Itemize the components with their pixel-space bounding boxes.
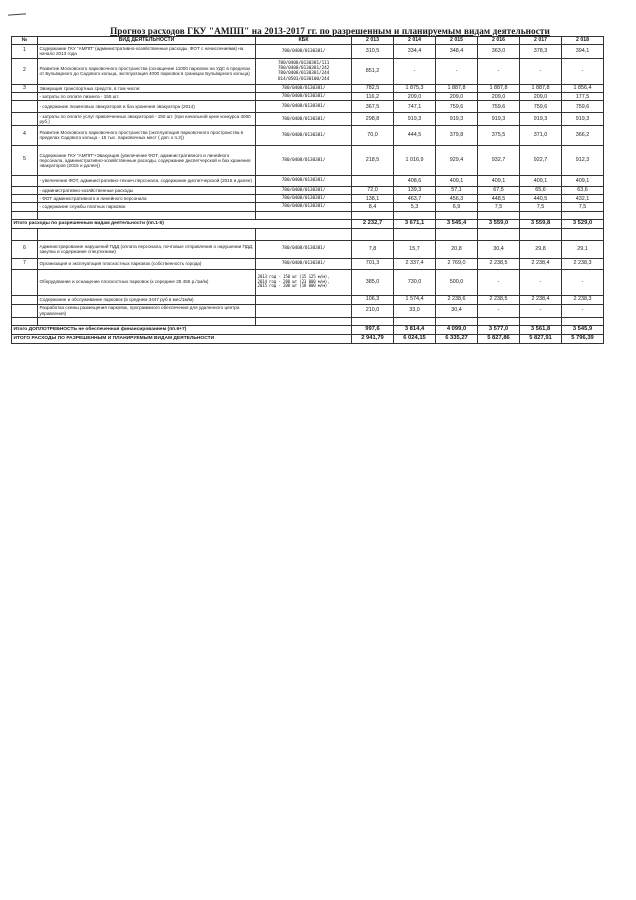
year-value: 385,0 (352, 269, 394, 295)
total-label: ИТОГО РАСХОДЫ ПО РАЗРЕШЕННЫМ И ПЛАНИРУЕМЫМ ВИДАМ ДЕЯТЕЛЬНОСТИ (12, 334, 352, 343)
total-value: 3 671,1 (394, 219, 436, 228)
year-value: 912,3 (562, 145, 604, 175)
row-kbk (256, 304, 352, 317)
year-value: 2 238,5 (478, 295, 520, 304)
table-row (12, 269, 604, 295)
empty-cell (520, 228, 562, 240)
year-value: 2 238,4 (520, 295, 562, 304)
year-value: 70,0 (352, 125, 394, 145)
empty-cell (12, 211, 38, 219)
empty-cell (352, 317, 394, 325)
year-value: - (562, 269, 604, 295)
row-description: - затраты по оплате услуг привлеченных эвакуаторов - 150 шт. (при начальной цене конкурса 4000 руб.) (38, 113, 256, 126)
kbk-code: 780/0408/0130381/ (281, 187, 326, 193)
year-value: 701,3 (352, 258, 394, 269)
year-value: - (520, 304, 562, 317)
total-value: 6 335,27 (436, 334, 478, 343)
header-row (12, 37, 604, 45)
row-description: - увеличение ФОТ, административно-технич.персонала, содержание диспетчерской (2015 и далее) (38, 175, 256, 186)
kbk-code: 780/0408/0130381/ (281, 196, 326, 202)
kbk-code: 814/0503/0130100/244 (277, 76, 330, 82)
year-value: 29,1 (562, 240, 604, 258)
year-value: 409,1 (562, 175, 604, 186)
kbk-code: 780/0408/0130381/ (281, 157, 326, 163)
row-number (12, 93, 38, 101)
row-number (12, 101, 38, 113)
empty-cell (562, 228, 604, 240)
budget-table (11, 36, 604, 344)
year-value: 7,5 (562, 203, 604, 211)
year-value: 63,6 (562, 186, 604, 194)
row-kbk (256, 186, 352, 194)
row-description: Эвакуация транспортных средств, в том числе: (38, 84, 256, 92)
year-value: 30,4 (436, 304, 478, 317)
empty-cell (394, 228, 436, 240)
row-description: Содержание и обслуживание парковок (в среднем 3447 руб в мес/1м/м) (38, 295, 256, 304)
year-value: - (562, 58, 604, 84)
row-description: Содержание ГКУ "АМПП"+Эвакуация (увеличение ФОТ, административного и линейного персонала, административно-хозяйственные расходы, содержание диспетчерской и баз хранения эвакуаторов (2015 и далее)) (38, 145, 256, 175)
year-value: 138,1 (352, 195, 394, 203)
row-kbk (256, 175, 352, 186)
total-value: 5 827,91 (520, 334, 562, 343)
empty-cell (352, 211, 394, 219)
year-value: 409,1 (478, 175, 520, 186)
table-row (12, 44, 604, 58)
year-value: 2 238,6 (436, 295, 478, 304)
table-row (12, 203, 604, 211)
year-value: 209,0 (394, 93, 436, 101)
kbk-note: 2014 год - 280 шт (23 000 м/м), (257, 278, 330, 284)
year-value: 759,6 (520, 101, 562, 113)
total-all-row (12, 334, 604, 343)
year-value: 375,5 (478, 125, 520, 145)
header-year: 2 014 (394, 37, 436, 45)
header-activity: ВИД ДЕЯТЕЛЬНОСТИ (38, 37, 256, 45)
empty-cell (256, 211, 352, 219)
year-value: 1 574,4 (394, 295, 436, 304)
year-value: 367,5 (352, 101, 394, 113)
row-number: 2 (12, 58, 38, 84)
year-value: 919,3 (520, 113, 562, 126)
table-row (12, 101, 604, 113)
row-description: Развитие Московского парковочного пространства (эксплуатация парковочного пространства в пределах Садового кольца - 15 тыс. парковочных мест ( доп. к п.2)) (38, 125, 256, 145)
year-value (352, 175, 394, 186)
year-value: 1 016,9 (394, 145, 436, 175)
table-row (12, 258, 604, 269)
corner-mark (8, 13, 26, 15)
year-value: 378,3 (520, 44, 562, 58)
total-value: 5 827,86 (478, 334, 520, 343)
empty-cell (256, 228, 352, 240)
year-value: 448,5 (478, 195, 520, 203)
row-number: 1 (12, 44, 38, 58)
year-value: 20,8 (436, 240, 478, 258)
total-label: Итого расходы по разрешенным видам деятельности (пп.1-5) (12, 219, 352, 228)
row-kbk (256, 240, 352, 258)
table-row (12, 295, 604, 304)
header-year: 2 015 (436, 37, 478, 45)
year-value: 851,2 (352, 58, 394, 84)
header-year: 2 017 (520, 37, 562, 45)
table-row (12, 186, 604, 194)
table-row (12, 304, 604, 317)
table-row (12, 145, 604, 175)
year-value: 759,6 (562, 101, 604, 113)
year-value: 1 887,8 (436, 84, 478, 92)
table-row (12, 125, 604, 145)
total-value: 997,6 (352, 325, 394, 334)
row-kbk (256, 113, 352, 126)
empty-cell (38, 317, 256, 325)
year-value: 371,0 (520, 125, 562, 145)
row-number: 3 (12, 84, 38, 92)
row-kbk (256, 203, 352, 211)
year-value: - (520, 269, 562, 295)
year-value: 116,2 (352, 93, 394, 101)
empty-cell (478, 228, 520, 240)
empty-cell (38, 211, 256, 219)
total-value: 3 529,0 (562, 219, 604, 228)
row-number: 7 (12, 258, 38, 269)
empty-cell (478, 317, 520, 325)
year-value: 456,3 (436, 195, 478, 203)
row-number: 4 (12, 125, 38, 145)
table-row (12, 240, 604, 258)
total-additional-row (12, 325, 604, 334)
row-description: Организация и эксплуатация плоскостных парковок (собственность города) (38, 258, 256, 269)
year-value: 747,1 (394, 101, 436, 113)
total-value: 3 561,8 (520, 325, 562, 334)
year-value: 379,8 (436, 125, 478, 145)
kbk-code: 780/0408/0130381/ (281, 94, 326, 100)
row-description: Оборудование и оснащение плоскостных парковок (к середине 25 455 р./1м/м) (38, 269, 256, 295)
empty-cell (12, 317, 38, 325)
row-description: - затраты по оплате лизинга - 155 шт. (38, 93, 256, 101)
row-number (12, 304, 38, 317)
year-value: 7,8 (352, 240, 394, 258)
empty-cell (520, 211, 562, 219)
year-value: 919,3 (562, 113, 604, 126)
kbk-code: 780/0408/0130381/ (281, 246, 326, 252)
empty-cell (520, 317, 562, 325)
row-description: - административно-хозяйственные расходы (38, 186, 256, 194)
header-year: 2 013 (352, 37, 394, 45)
year-value: - (478, 58, 520, 84)
kbk-code: 780/0408/0130381/ (281, 48, 326, 54)
spacer-row (12, 211, 604, 219)
year-value: 2 238,3 (562, 295, 604, 304)
year-value: 310,5 (352, 44, 394, 58)
row-description: - ФОТ административного и линейного персонала (38, 195, 256, 203)
table-row (12, 93, 604, 101)
year-value: 298,8 (352, 113, 394, 126)
row-description: - содержание лизинговых эвакуаторов и баз хранения эвакуатора (2014) (38, 101, 256, 113)
row-description: - содержание службы платных парковок (38, 203, 256, 211)
row-kbk (256, 44, 352, 58)
row-number (12, 186, 38, 194)
year-value: 8,4 (352, 203, 394, 211)
year-value: 209,0 (520, 93, 562, 101)
year-value: 366,2 (562, 125, 604, 145)
row-kbk (256, 101, 352, 113)
row-kbk (256, 125, 352, 145)
year-value: 919,3 (394, 113, 436, 126)
row-number (12, 113, 38, 126)
kbk-code: 780/0408/0130381/111 (277, 60, 330, 66)
year-value: 33,0 (394, 304, 436, 317)
year-value: 932,7 (478, 145, 520, 175)
kbk-note: 2015 год - 200 шт (18 000 м/м) (257, 283, 328, 289)
total-value: 4 099,0 (436, 325, 478, 334)
total-value: 3 559,8 (520, 219, 562, 228)
total-value: 2 232,7 (352, 219, 394, 228)
row-kbk (256, 295, 352, 304)
header-num: № (12, 37, 38, 45)
year-value: 409,1 (436, 175, 478, 186)
kbk-code: 780/0408/0130381/ (281, 260, 326, 266)
row-number (12, 295, 38, 304)
empty-cell (436, 317, 478, 325)
year-value: - (478, 269, 520, 295)
row-kbk (256, 84, 352, 92)
year-value: 919,3 (478, 113, 520, 126)
kbk-code: 780/0408/0130381/ (281, 178, 326, 184)
table-row (12, 175, 604, 186)
year-value: 6,9 (436, 203, 478, 211)
row-kbk (256, 258, 352, 269)
year-value: 29,8 (520, 240, 562, 258)
header-kbk: КБК (256, 37, 352, 45)
year-value: 2 238,4 (520, 258, 562, 269)
year-value: 730,0 (394, 269, 436, 295)
year-value: 1 875,3 (394, 84, 436, 92)
empty-cell (38, 228, 256, 240)
empty-cell (562, 317, 604, 325)
empty-cell (394, 317, 436, 325)
page-title: Прогноз расходов ГКУ "АМПП" на 2013-2017 гг. по разрешенным и планируемым видам деятельности (110, 26, 550, 36)
row-kbk (256, 145, 352, 175)
year-value: 57,1 (436, 186, 478, 194)
year-value: 209,0 (478, 93, 520, 101)
year-value: 463,7 (394, 195, 436, 203)
year-value: 1 887,8 (478, 84, 520, 92)
year-value: 500,0 (436, 269, 478, 295)
year-value: 919,3 (436, 113, 478, 126)
year-value: - (478, 304, 520, 317)
spacer-row (12, 228, 604, 240)
total-value: 3 559,0 (478, 219, 520, 228)
year-value: 30,4 (478, 240, 520, 258)
year-value: 2 238,5 (478, 258, 520, 269)
year-value: 432,1 (562, 195, 604, 203)
year-value: 334,4 (394, 44, 436, 58)
year-value: 363,0 (478, 44, 520, 58)
year-value: - (520, 58, 562, 84)
year-value: 7,5 (520, 203, 562, 211)
year-value: 177,5 (562, 93, 604, 101)
year-value: 2 769,0 (436, 258, 478, 269)
header-year: 2 018 (562, 37, 604, 45)
row-description: Развитие Московского парковочного пространства (оснащение 11000 парковок на УДС в пределах от Бульварного до Садового кольца, эксплуатация 4000 парковок в границах Бульварного кольца) (38, 58, 256, 84)
header-year: 2 016 (478, 37, 520, 45)
year-value: 1 887,8 (520, 84, 562, 92)
row-number (12, 203, 38, 211)
year-value: 444,5 (394, 125, 436, 145)
year-value: 929,4 (436, 145, 478, 175)
empty-cell (256, 317, 352, 325)
year-value: 759,6 (436, 101, 478, 113)
kbk-note: 2013 год - 150 шт (15 125 м/м), (257, 273, 330, 279)
empty-cell (436, 211, 478, 219)
row-kbk (256, 195, 352, 203)
row-description: Разработка схемы размещения парковок, программного обеспечения для удаленного центра управления) (38, 304, 256, 317)
table-row (12, 84, 604, 92)
kbk-code: 780/0408/0130381/ (281, 85, 326, 91)
year-value: 15,7 (394, 240, 436, 258)
year-value: 759,6 (478, 101, 520, 113)
total-value: 6 024,15 (394, 334, 436, 343)
total-value: 3 577,0 (478, 325, 520, 334)
year-value: 2 238,3 (562, 258, 604, 269)
year-value: 2 337,4 (394, 258, 436, 269)
year-value: 5,3 (394, 203, 436, 211)
row-kbk (256, 269, 352, 295)
row-number (12, 175, 38, 186)
year-value: 209,0 (436, 93, 478, 101)
year-value: 106,3 (352, 295, 394, 304)
empty-cell (352, 228, 394, 240)
year-value: 408,6 (394, 175, 436, 186)
total-value: 3 545,4 (436, 219, 478, 228)
row-description: Администрирование нарушений ПДД (оплата персонала, почтовые отправления о нарушении ПДД, закупка и содержание спецтехники) (38, 240, 256, 258)
total-value: 5 796,39 (562, 334, 604, 343)
kbk-code: 780/0408/0130381/ (281, 116, 326, 122)
table-row (12, 113, 604, 126)
year-value: 67,5 (478, 186, 520, 194)
year-value: 7,5 (478, 203, 520, 211)
table-row (12, 58, 604, 84)
table-row (12, 195, 604, 203)
row-number (12, 269, 38, 295)
year-value: 218,5 (352, 145, 394, 175)
spacer-row (12, 317, 604, 325)
kbk-code: 780/0408/0130381/ (281, 132, 326, 138)
row-number (12, 195, 38, 203)
year-value: 394,1 (562, 44, 604, 58)
kbk-code: 780/0408/0130381/ (281, 204, 326, 210)
empty-cell (12, 228, 38, 240)
total-permitted-row (12, 219, 604, 228)
year-value: 210,0 (352, 304, 394, 317)
total-label: Итого ДОПЛОТРЕБНОСТЬ не обеспеченная финансированием (пп.6+7) (12, 325, 352, 334)
kbk-code: 780/0408/0130381/242 (277, 66, 330, 72)
kbk-code: 780/0408/0130381/ (281, 104, 326, 110)
year-value: 1 856,4 (562, 84, 604, 92)
year-value: - (436, 58, 478, 84)
year-value: 440,5 (520, 195, 562, 203)
kbk-code: 780/0408/0130381/244 (277, 71, 330, 77)
year-value: 409,1 (520, 175, 562, 186)
row-kbk (256, 93, 352, 101)
empty-cell (478, 211, 520, 219)
row-number: 6 (12, 240, 38, 258)
total-value: 2 941,79 (352, 334, 394, 343)
row-number: 5 (12, 145, 38, 175)
empty-cell (562, 211, 604, 219)
year-value: 72,0 (352, 186, 394, 194)
total-value: 3 545,9 (562, 325, 604, 334)
year-value: 782,5 (352, 84, 394, 92)
year-value: 348,4 (436, 44, 478, 58)
row-description: Содержание ГКУ "АМПП" (административно-хозяйственные расходы, ФОТ с начислениями) на начало 2013 года (38, 44, 256, 58)
row-kbk (256, 58, 352, 84)
year-value: 139,3 (394, 186, 436, 194)
empty-cell (436, 228, 478, 240)
year-value: 65,6 (520, 186, 562, 194)
year-value: - (394, 58, 436, 84)
year-value: - (562, 304, 604, 317)
year-value: 922,7 (520, 145, 562, 175)
total-value: 3 814,4 (394, 325, 436, 334)
empty-cell (394, 211, 436, 219)
